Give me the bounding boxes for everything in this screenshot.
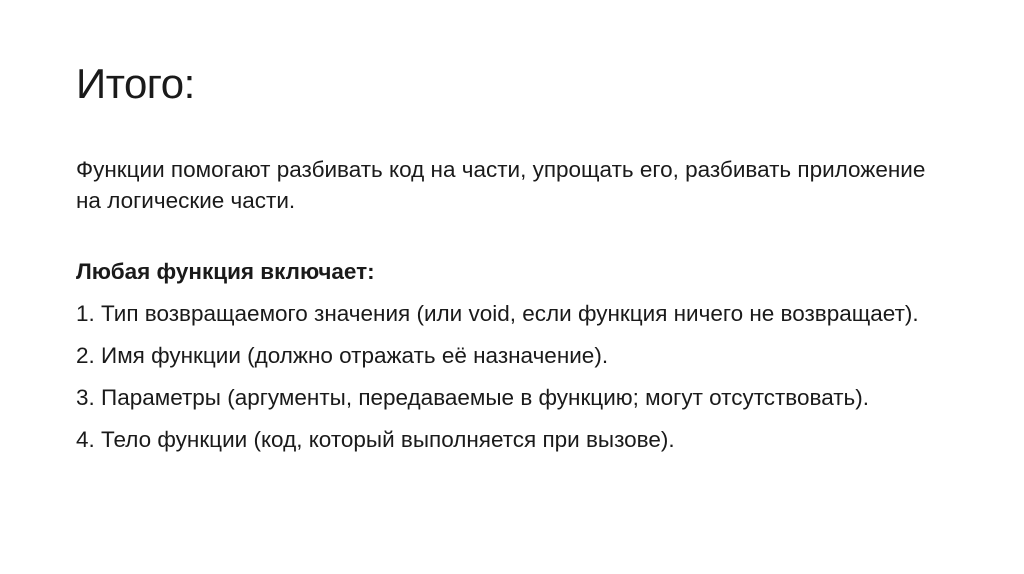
- components-heading: Любая функция включает:: [76, 259, 375, 284]
- list-item-return-type: 1. Тип возвращаемого значения (или void, если функция ничего не возвращает).: [76, 301, 919, 326]
- list-item-parameters: 3. Параметры (аргументы, передаваемые в функцию; могут отсутствовать).: [76, 385, 870, 410]
- list-item-function-name: 2. Имя функции (должно отражать её назначение).: [76, 343, 609, 368]
- slide-body: [76, 154, 956, 466]
- slide-title: Итого:: [76, 60, 195, 107]
- intro-paragraph: Функции помогают разбивать код на части, упрощать его, разбивать приложение на логические части.: [76, 157, 926, 213]
- list-item-function-body: 4. Тело функции (код, который выполняется при вызове).: [76, 427, 675, 452]
